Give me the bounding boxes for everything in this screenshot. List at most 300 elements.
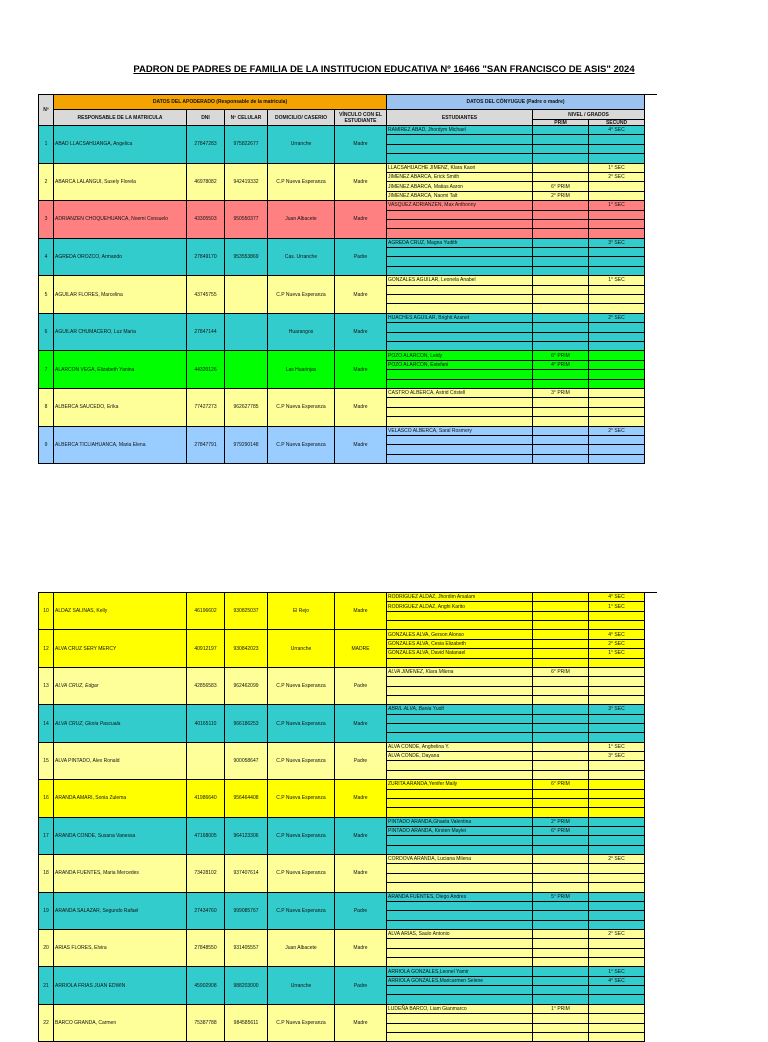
- sec-grade: [589, 417, 645, 426]
- prim-grade: [533, 612, 589, 621]
- sec-grade: [589, 248, 645, 257]
- row-number: 21: [39, 967, 54, 1004]
- celular-cell: [225, 351, 268, 389]
- sec-grade: [589, 659, 645, 668]
- student-name: [387, 864, 533, 873]
- prim-grade: [533, 761, 589, 770]
- student-name: VASQUEZ ADRIANZEN, Max Anthonny: [387, 201, 533, 210]
- sec-grade: [589, 799, 645, 808]
- prim-grade: [533, 1014, 589, 1023]
- student-name: JIMENEZ ABARCA, Erick Smith: [387, 173, 533, 182]
- student-name: AGREDA CRUZ, Magna Yudith: [387, 239, 533, 248]
- sec-grade: [589, 733, 645, 742]
- responsable-name: ALVA CRUZ, Gloria Pascuala: [54, 705, 187, 742]
- celular-cell: 964123306: [225, 818, 268, 855]
- prim-grade: [533, 921, 589, 930]
- student-name: [387, 154, 533, 163]
- prim-grade: [533, 370, 589, 379]
- prim-grade: 6° PRIM: [533, 780, 589, 789]
- prim-grade: [533, 977, 589, 986]
- prim-grade: [533, 248, 589, 257]
- student-name: [387, 408, 533, 417]
- sec-grade: [589, 883, 645, 892]
- domicilio-cell: C.P Nueva Esperanza: [268, 668, 335, 705]
- prim-grade: [533, 687, 589, 696]
- domicilio-cell: C.P Nueva Esperanza: [268, 893, 335, 930]
- sec-grade: 2° SEC: [589, 930, 645, 939]
- sec-grade: [589, 192, 645, 201]
- student-name: GONZALES ALVA, Cesia Elizabeth: [387, 640, 533, 649]
- sec-grade: 1° SEC: [589, 602, 645, 611]
- sec-grade: [589, 761, 645, 770]
- student-name: [387, 267, 533, 276]
- prim-grade: [533, 967, 589, 976]
- vinculo-cell: Madre: [335, 314, 387, 352]
- sec-grade: 2° SEC: [589, 427, 645, 436]
- domicilio-cell: C.P Nueva Esperanza: [268, 818, 335, 855]
- prim-grade: [533, 267, 589, 276]
- prim-grade: [533, 126, 589, 135]
- sec-grade: 4° SEC: [589, 126, 645, 135]
- sec-grade: [589, 911, 645, 920]
- dni-cell: 43305503: [187, 201, 225, 239]
- prim-grade: [533, 1033, 589, 1042]
- student-name: [387, 677, 533, 686]
- prim-grade: [533, 677, 589, 686]
- header-dni: DNI: [187, 110, 225, 126]
- student-name: ZURITA ARANDA,Yenifer Maily: [387, 780, 533, 789]
- sec-grade: [589, 836, 645, 845]
- row-number: 13: [39, 668, 54, 705]
- sec-grade: [589, 342, 645, 351]
- celular-cell: [225, 314, 268, 352]
- student-name: [387, 724, 533, 733]
- sec-grade: [589, 1024, 645, 1033]
- student-name: [387, 248, 533, 257]
- sec-grade: [589, 211, 645, 220]
- row-number: 4: [39, 239, 54, 277]
- row-number: 16: [39, 780, 54, 817]
- prim-grade: [533, 154, 589, 163]
- student-name: [387, 211, 533, 220]
- sec-grade: [589, 380, 645, 389]
- student-name: ARANDA FUENTES, Diego Andres: [387, 893, 533, 902]
- sec-grade: 4° SEC: [589, 630, 645, 639]
- prim-grade: [533, 314, 589, 323]
- prim-grade: [533, 602, 589, 611]
- celular-cell: 931405557: [225, 930, 268, 967]
- vinculo-cell: Madre: [335, 818, 387, 855]
- prim-grade: [533, 201, 589, 210]
- celular-cell: 979290148: [225, 427, 268, 465]
- student-name: [387, 380, 533, 389]
- prim-grade: [533, 743, 589, 752]
- sec-grade: [589, 154, 645, 163]
- student-name: [387, 761, 533, 770]
- responsable-name: AGUILAR CHUMACERO, Luz Maria: [54, 314, 187, 352]
- sec-grade: [589, 864, 645, 873]
- row-number: 3: [39, 201, 54, 239]
- sec-grade: [589, 874, 645, 883]
- sec-grade: [589, 668, 645, 677]
- prim-grade: [533, 949, 589, 958]
- student-name: ALVA ARIAS, Saulo Antonio: [387, 930, 533, 939]
- prim-grade: [533, 445, 589, 454]
- dni-cell: 73428102: [187, 855, 225, 892]
- domicilio-cell: Urranche: [268, 967, 335, 1004]
- prim-grade: [533, 455, 589, 464]
- dni-cell: 40165110: [187, 705, 225, 742]
- student-name: [387, 417, 533, 426]
- responsable-name: ALBERCA TICLIAHUANCA, Maria Elena: [54, 427, 187, 465]
- responsable-name: AGREDA OROZCO, Armando: [54, 239, 187, 277]
- prim-grade: [533, 771, 589, 780]
- prim-grade: 2° PRIM: [533, 192, 589, 201]
- prim-grade: [533, 630, 589, 639]
- domicilio-cell: C.P Nueva Esperanza: [268, 855, 335, 892]
- responsable-name: ALVA CRUZ, Edgar: [54, 668, 187, 705]
- prim-grade: [533, 145, 589, 154]
- sec-grade: 4° SEC: [589, 593, 645, 602]
- dni-cell: 27847144: [187, 314, 225, 352]
- prim-grade: [533, 808, 589, 817]
- student-name: [387, 445, 533, 454]
- responsable-name: ALVA PINTADO, Alex Ronald: [54, 743, 187, 780]
- row-number: 17: [39, 818, 54, 855]
- sec-grade: 2° SEC: [589, 640, 645, 649]
- prim-grade: [533, 846, 589, 855]
- prim-grade: [533, 1024, 589, 1033]
- sec-grade: [589, 939, 645, 948]
- domicilio-cell: C.P Nueva Esperanza: [268, 427, 335, 465]
- prim-grade: 2° PRIM: [533, 818, 589, 827]
- student-name: [387, 790, 533, 799]
- prim-grade: [533, 855, 589, 864]
- prim-grade: [533, 164, 589, 173]
- header-conyuge-group: DATOS DEL CÓNYUGUE (Padre o madre): [387, 95, 645, 110]
- prim-grade: [533, 724, 589, 733]
- prim-grade: [533, 995, 589, 1004]
- prim-grade: 5° PRIM: [533, 893, 589, 902]
- student-name: [387, 612, 533, 621]
- row-number: 1: [39, 126, 54, 164]
- row-number: 19: [39, 893, 54, 930]
- dni-cell: 27847791: [187, 427, 225, 465]
- prim-grade: [533, 874, 589, 883]
- student-name: [387, 949, 533, 958]
- student-name: [387, 696, 533, 705]
- sec-grade: 3° SEC: [589, 239, 645, 248]
- student-name: VELASCO ALBERCA, Saral Rosmery: [387, 427, 533, 436]
- parents-table-1: [38, 94, 657, 464]
- sec-grade: 1° SEC: [589, 649, 645, 658]
- sec-grade: [589, 351, 645, 360]
- student-name: [387, 398, 533, 407]
- sec-grade: [589, 780, 645, 789]
- sec-grade: 2° SEC: [589, 855, 645, 864]
- prim-grade: [533, 135, 589, 144]
- celular-cell: 900058647: [225, 743, 268, 780]
- domicilio-cell: C.P Nueva Esperanza: [268, 705, 335, 742]
- domicilio-cell: C.P Nueva Esperanza: [268, 743, 335, 780]
- student-name: [387, 323, 533, 332]
- sec-grade: 1° SEC: [589, 743, 645, 752]
- vinculo-cell: Padre: [335, 967, 387, 1004]
- vinculo-cell: Madre: [335, 593, 387, 630]
- celular-cell: 950550377: [225, 201, 268, 239]
- header-responsable: RESPONSABLE DE LA MATRICULA: [54, 110, 187, 126]
- parents-table-2: [38, 592, 657, 1042]
- sec-grade: [589, 286, 645, 295]
- prim-grade: [533, 295, 589, 304]
- student-name: [387, 958, 533, 967]
- domicilio-cell: C.P Nueva Esperanza: [268, 1005, 335, 1042]
- prim-grade: [533, 864, 589, 873]
- dni-cell: 46196602: [187, 593, 225, 630]
- prim-grade: 6° PRIM: [533, 668, 589, 677]
- prim-grade: 4° PRIM: [533, 361, 589, 370]
- prim-grade: [533, 211, 589, 220]
- prim-grade: [533, 705, 589, 714]
- header-prim: PRIM: [533, 120, 589, 126]
- sec-grade: [589, 827, 645, 836]
- prim-grade: [533, 286, 589, 295]
- vinculo-cell: Padre: [335, 743, 387, 780]
- prim-grade: [533, 427, 589, 436]
- sec-grade: [589, 696, 645, 705]
- student-name: [387, 771, 533, 780]
- dni-cell: 27849170: [187, 239, 225, 277]
- responsable-name: ALBERCA SAUCEDO, Erika: [54, 389, 187, 427]
- vinculo-cell: Madre: [335, 930, 387, 967]
- sec-grade: [589, 790, 645, 799]
- sec-grade: [589, 818, 645, 827]
- student-name: JIMENEZ ABARCA, Matias Aaron: [387, 182, 533, 191]
- prim-grade: [533, 257, 589, 266]
- sec-grade: [589, 135, 645, 144]
- student-name: RODRIGUEZ ALDAZ, Anghi Karito: [387, 602, 533, 611]
- student-name: ALVA CONDE, Dayana: [387, 752, 533, 761]
- vinculo-cell: Madre: [335, 1005, 387, 1042]
- sec-grade: 2° SEC: [589, 173, 645, 182]
- prim-grade: [533, 986, 589, 995]
- vinculo-cell: Madre: [335, 351, 387, 389]
- student-name: CASTRO ALBERCA, Astrid Cristell: [387, 389, 533, 398]
- celular-cell: 966186253: [225, 705, 268, 742]
- celular-cell: 999085767: [225, 893, 268, 930]
- vinculo-cell: Madre: [335, 201, 387, 239]
- dni-cell: 42856583: [187, 668, 225, 705]
- vinculo-cell: Madre: [335, 276, 387, 314]
- sec-grade: 1° SEC: [589, 201, 645, 210]
- domicilio-cell: C.P Nueva Esperanza: [268, 164, 335, 202]
- sec-grade: [589, 612, 645, 621]
- student-name: [387, 687, 533, 696]
- dni-cell: 45902908: [187, 967, 225, 1004]
- sec-grade: [589, 389, 645, 398]
- sec-grade: [589, 893, 645, 902]
- sec-grade: 4° SEC: [589, 977, 645, 986]
- prim-grade: [533, 696, 589, 705]
- student-name: ARRIOLA GONZALES,Leonel Yamir: [387, 967, 533, 976]
- domicilio-cell: El Rejo: [268, 593, 335, 630]
- student-name: [387, 715, 533, 724]
- celular-cell: [225, 276, 268, 314]
- vinculo-cell: Padre: [335, 893, 387, 930]
- header-apoderado-group: DATOS DEL APODERADO (Responsable de la matricula): [54, 95, 387, 110]
- domicilio-cell: Cas. Urranche: [268, 239, 335, 277]
- sec-grade: [589, 370, 645, 379]
- student-name: [387, 220, 533, 229]
- prim-grade: [533, 304, 589, 313]
- vinculo-cell: Madre: [335, 780, 387, 817]
- responsable-name: ALDAZ SALINAS, Kelly: [54, 593, 187, 630]
- prim-grade: [533, 276, 589, 285]
- sec-grade: 1° SEC: [589, 967, 645, 976]
- sec-grade: [589, 1033, 645, 1042]
- student-name: [387, 342, 533, 351]
- domicilio-cell: Urranche: [268, 126, 335, 164]
- student-name: RODRIGUEZ ALDAZ, Jhordim Arsalam: [387, 593, 533, 602]
- student-name: [387, 1014, 533, 1023]
- student-name: POZO ALARCON, Leidy: [387, 351, 533, 360]
- student-name: [387, 295, 533, 304]
- vinculo-cell: Madre: [335, 427, 387, 465]
- celular-cell: 962462099: [225, 668, 268, 705]
- celular-cell: 942419332: [225, 164, 268, 202]
- prim-grade: [533, 436, 589, 445]
- student-name: [387, 911, 533, 920]
- sec-grade: 1° SEC: [589, 164, 645, 173]
- prim-grade: [533, 239, 589, 248]
- responsable-name: ALARCON VEGA, Elizabeth Yanina: [54, 351, 187, 389]
- sec-grade: [589, 902, 645, 911]
- dni-cell: 47168005: [187, 818, 225, 855]
- vinculo-cell: Padre: [335, 239, 387, 277]
- student-name: [387, 808, 533, 817]
- sec-grade: [589, 323, 645, 332]
- sec-grade: [589, 986, 645, 995]
- prim-grade: [533, 715, 589, 724]
- prim-grade: [533, 640, 589, 649]
- celular-cell: 937407614: [225, 855, 268, 892]
- vinculo-cell: Madre: [335, 705, 387, 742]
- prim-grade: [533, 790, 589, 799]
- dni-cell: [187, 743, 225, 780]
- student-name: [387, 1033, 533, 1042]
- row-number: 18: [39, 855, 54, 892]
- dni-cell: 77427273: [187, 389, 225, 427]
- sec-grade: [589, 455, 645, 464]
- prim-grade: [533, 958, 589, 967]
- student-name: [387, 1024, 533, 1033]
- row-number: 5: [39, 276, 54, 314]
- domicilio-cell: C.P Nueva Esperanza: [268, 780, 335, 817]
- vinculo-cell: Madre: [335, 855, 387, 892]
- celular-cell: 930825037: [225, 593, 268, 630]
- prim-grade: [533, 911, 589, 920]
- student-name: [387, 799, 533, 808]
- header-nivel: NIVEL / GRADOS: [533, 110, 645, 120]
- vinculo-cell: Madre: [335, 164, 387, 202]
- prim-grade: 6° PRIM: [533, 827, 589, 836]
- prim-grade: [533, 417, 589, 426]
- vinculo-cell: MADRE: [335, 630, 387, 667]
- header-domicilio: DOMICILIO/ CASERIO: [268, 110, 335, 126]
- student-name: PINTADO ARANDA,Ghaela Valentina: [387, 818, 533, 827]
- domicilio-cell: Urranche: [268, 630, 335, 667]
- responsable-name: ADRIANZEN CHOQUEHUANCA, Noemi Consuelo: [54, 201, 187, 239]
- sec-grade: [589, 333, 645, 342]
- prim-grade: [533, 621, 589, 630]
- student-name: PINTADO ARANDA, Kirsten Maylei: [387, 827, 533, 836]
- sec-grade: [589, 995, 645, 1004]
- page-title: PADRON DE PADRES DE FAMILIA DE LA INSTITUCION EDUCATIVA Nº 16466 "SAN FRANCISCO DE ASIS" 2024: [133, 64, 635, 75]
- dni-cell: 40912197: [187, 630, 225, 667]
- student-name: ARRIOLA GONZALES,Maricarmen Selene: [387, 977, 533, 986]
- row-number: 2: [39, 164, 54, 202]
- row-number: 14: [39, 705, 54, 742]
- student-name: [387, 304, 533, 313]
- responsable-name: ALVA CRUZ SERY MERCY: [54, 630, 187, 667]
- student-name: [387, 333, 533, 342]
- header-vinculo: VÍNCULO CON EL ESTUDIANTE: [335, 110, 387, 126]
- celular-cell: 953553869: [225, 239, 268, 277]
- prim-grade: [533, 173, 589, 182]
- student-name: [387, 883, 533, 892]
- dni-cell: 27848550: [187, 930, 225, 967]
- prim-grade: [533, 930, 589, 939]
- student-name: [387, 846, 533, 855]
- row-number: 6: [39, 314, 54, 352]
- dni-cell: 75387788: [187, 1005, 225, 1042]
- student-name: ABRIL ALVA, Bania Yudit: [387, 705, 533, 714]
- responsable-name: ARANDA SALAZAR, Segundo Rafael: [54, 893, 187, 930]
- student-name: ALVA CONDE, Anghelina Y.: [387, 743, 533, 752]
- sec-grade: [589, 304, 645, 313]
- sec-grade: [589, 361, 645, 370]
- domicilio-cell: Huarangos: [268, 314, 335, 352]
- sec-grade: 2° SEC: [589, 314, 645, 323]
- student-name: [387, 921, 533, 930]
- responsable-name: ARANDA FUENTES, Maria Mercedes: [54, 855, 187, 892]
- student-name: [387, 939, 533, 948]
- student-name: [387, 257, 533, 266]
- domicilio-cell: C.P Nueva Esperanza: [268, 389, 335, 427]
- student-name: CORDOVA ARANDA, Luciana Milena: [387, 855, 533, 864]
- student-name: [387, 145, 533, 154]
- responsable-name: AGUILAR FLORES, Marcelina: [54, 276, 187, 314]
- sec-grade: [589, 1005, 645, 1014]
- student-name: HUACHES AGUILAR, Brighit Azanet: [387, 314, 533, 323]
- prim-grade: [533, 408, 589, 417]
- student-name: GONZALES ALVA, Gerson Alonso: [387, 630, 533, 639]
- student-name: [387, 436, 533, 445]
- student-name: JIMENEZ ABARCA, Naomi Talt: [387, 192, 533, 201]
- domicilio-cell: Juan Albacete: [268, 930, 335, 967]
- sec-grade: [589, 687, 645, 696]
- row-number: 20: [39, 930, 54, 967]
- student-name: [387, 659, 533, 668]
- sec-grade: [589, 436, 645, 445]
- prim-grade: [533, 752, 589, 761]
- sec-grade: [589, 398, 645, 407]
- row-number: 22: [39, 1005, 54, 1042]
- student-name: [387, 229, 533, 238]
- prim-grade: [533, 939, 589, 948]
- student-name: LLACSAHUACHE JIMENZ, Klara Kaori: [387, 164, 533, 173]
- prim-grade: [533, 902, 589, 911]
